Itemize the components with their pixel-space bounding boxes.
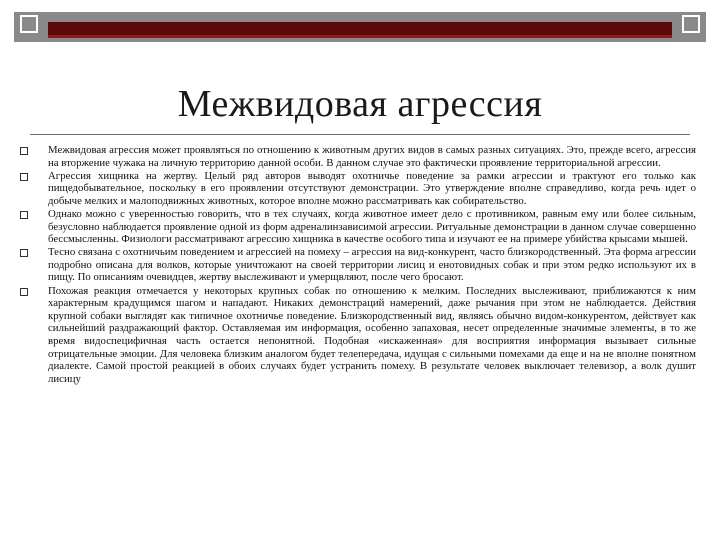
bullet-text: Межвидовая агрессия может проявляться по отношению к животным других видов в самых разных ситуациях. Это, прежде всего, агрессия на вторжение чужака на личную территорию данной особи. В данном случае это фактически проявление территориальной агрессии. bbox=[48, 144, 696, 169]
bullet-item bbox=[20, 208, 696, 246]
slide-title: Межвидовая агрессия bbox=[177, 83, 543, 125]
bullet-item bbox=[20, 285, 696, 386]
bullet-text: Похожая реакция отмечается у некоторых крупных собак по отношению к мелким. Последних выслеживают, приближаются к ним характерным крадущимся шагом и нападают. Никаких демонстраций намерений, даже рычания при этом не наблюдается. Действия крупной собаки выглядят как типичное охотничье поведение. Близкородственный вид, являясь обычно видом-конкурентом, действует как сильнейший раздражающий фактор. Оставляемая им информация, особенно запаховая, несет определенные значимые элементы, в то же время видоспецифичная часть остается непонятной. Подобная «искаженная» для восприятия информация вызывает сильные отрицательные эмоции. Для человека близким аналогом будет телепередача, идущая с сильными помехами да еще и на не вполне понятном диалекте. Самой простой реакцией в обоих случаях будет устранить помеху. В результате человек выключает телевизор, а волк душит лисицу bbox=[48, 284, 696, 385]
title-divider bbox=[30, 134, 690, 135]
square-bullet-icon bbox=[20, 249, 28, 257]
square-bullet-icon bbox=[20, 288, 28, 296]
square-bullet-icon bbox=[20, 147, 28, 155]
bullet-item bbox=[20, 170, 696, 208]
bullet-text: Агрессия хищника на жертву. Целый ряд авторов выводят охотничье поведение за рамки агрессии и трактуют его только как пищедобывательное, поскольку в его проявлении отсутствуют демонстрации. Это утверждение вполне справедливо, когда речь идет о добыче мелких и малоподвижных животных, которое вполне можно рассматривать как собирательство. bbox=[48, 169, 696, 207]
slide-content bbox=[20, 144, 696, 386]
dark-red-stripe bbox=[48, 22, 672, 38]
accent-line bbox=[48, 35, 672, 38]
bullet-text: Однако можно с уверенностью говорить, что в тех случаях, когда животное имеет дело с противником, равным ему или более сильным, безусловно наблюдается проявление одной из форм адреналинзависимой агрессии. Ритуальные демонстрации в данном случае совершенно бессмысленны. Физиологи рассматривают агрессию хищника в качестве особого типа и изучают ее на примере убийства крысами мышей. bbox=[48, 207, 696, 246]
header-decoration-bar bbox=[14, 12, 706, 42]
square-bullet-icon bbox=[20, 173, 28, 181]
decorative-square-right bbox=[682, 15, 700, 33]
bullet-item bbox=[20, 144, 696, 169]
bullet-item bbox=[20, 246, 696, 284]
square-bullet-icon bbox=[20, 211, 28, 219]
decorative-square-left bbox=[20, 15, 38, 33]
bullet-text: Тесно связана с охотничьим поведением и агрессией на помеху – агрессия на вид-конкурент, часто близкородственный. Эта форма агрессии подробно описана для волков, которые уничтожают на своей территории лисиц и енотовидных собак и при этом редко используют их в пищу. По описаниям очевидцев, жертву выслеживают и умерщвляют, после чего бросают. bbox=[48, 246, 696, 284]
bullet-list bbox=[20, 144, 696, 385]
